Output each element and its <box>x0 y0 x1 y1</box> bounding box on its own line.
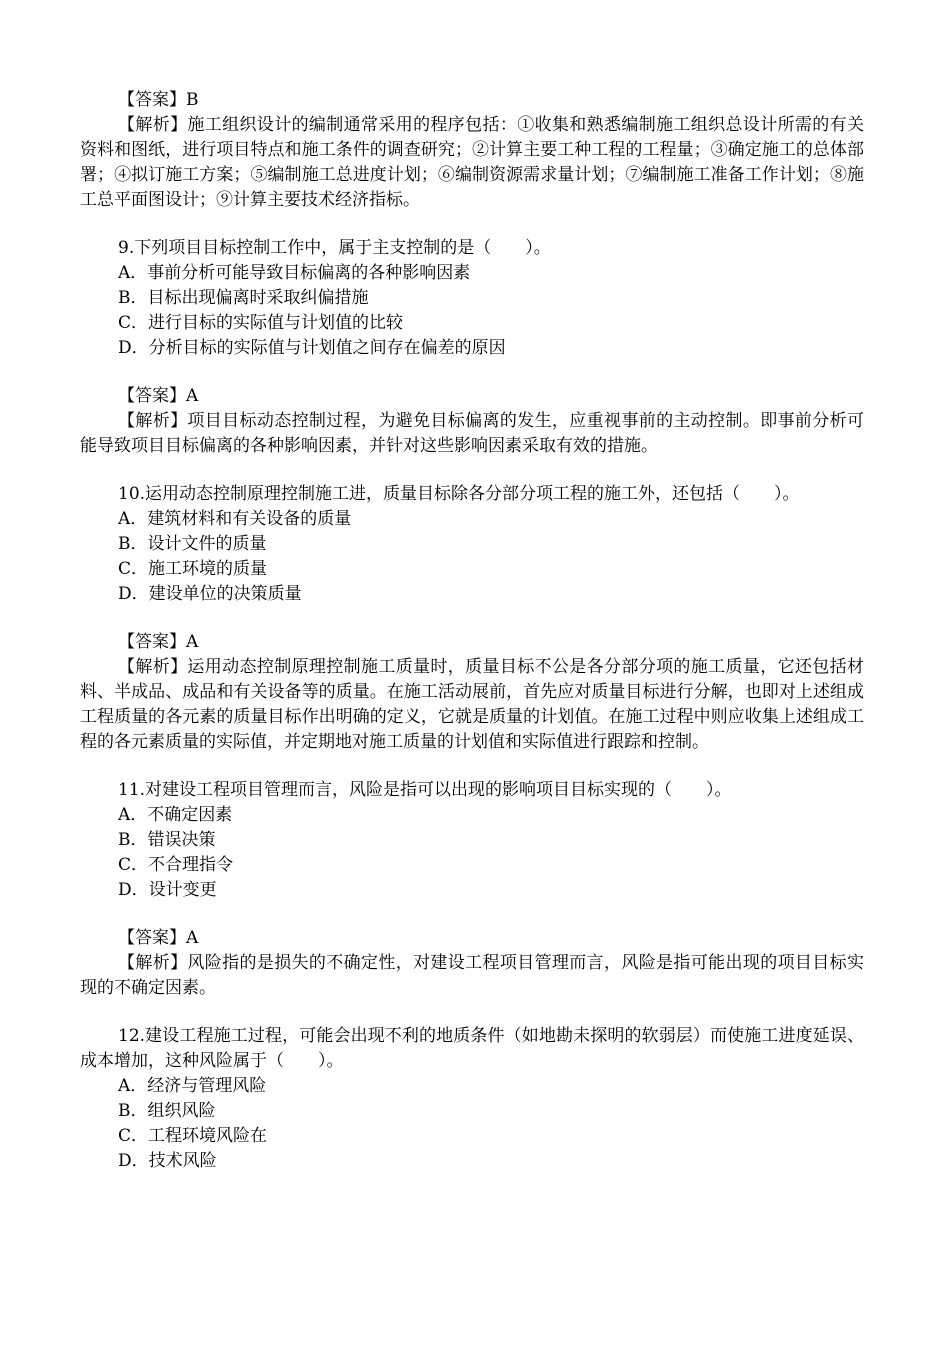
question-12: 12.建设工程施工过程，可能会出现不利的地质条件（如地勘未探明的软弱层）而使施工进度延误、成本增加，这种风险属于（ ）。 <box>80 1026 864 1071</box>
option-d: D．技术风险 <box>118 1151 217 1171</box>
option-c: C．工程环境风险在 <box>118 1126 268 1146</box>
option-d: D．建设单位的决策质量 <box>118 584 302 604</box>
analysis-paragraph: 【解析】运用动态控制原理控制施工质量时，质量目标不公是各分部分项的施工质量，它还包括材料、半成品、成品和有关设备等的质量。在施工活动展前，首先应对质量目标进行分解，也即对上述组成工程质量的各元素的质量目标作出明确的定义，它就是质量的计划值。在施工过程中则应收集上述组成工程的各元素质量的实际值，并定期地对施工质量的计划值和实际值进行跟踪和控制。 <box>80 657 864 752</box>
answer-line: 【答案】A <box>118 632 199 652</box>
analysis-paragraph: 【解析】施工组织设计的编制通常采用的程序包括：①收集和熟悉编制施工组织总设计所需的有关资料和图纸，进行项目特点和施工条件的调查研究；②计算主要工种工程的工程量；③确定施工的总体部署；④拟订施工方案；⑤编制施工总进度计划；⑥编制资源需求量计划；⑦编制施工准备工作计划；⑧施工总平面图设计；⑨计算主要技术经济指标。 <box>80 115 864 210</box>
option-a: A．建筑材料和有关设备的质量 <box>118 509 352 529</box>
option-c: C．进行目标的实际值与计划值的比较 <box>118 313 404 333</box>
answer-line: 【答案】A <box>118 386 199 406</box>
document-page <box>80 88 864 1174</box>
option-a: A．经济与管理风险 <box>118 1076 267 1096</box>
option-c: C．不合理指令 <box>118 855 234 875</box>
option-d: D．设计变更 <box>118 880 217 900</box>
analysis-paragraph: 【解析】风险指的是损失的不确定性，对建设工程项目管理而言，风险是指可能出现的项目目标实现的不确定因素。 <box>80 953 864 998</box>
option-b: B．设计文件的质量 <box>118 534 267 554</box>
question-9: 9.下列项目目标控制工作中，属于主支控制的是（ ）。 <box>118 238 551 258</box>
question-11: 11.对建设工程项目管理而言，风险是指可以出现的影响项目目标实现的（ ）。 <box>118 780 732 800</box>
answer-line: 【答案】A <box>118 928 199 948</box>
option-b: B．目标出现偏离时采取纠偏措施 <box>118 288 369 308</box>
option-c: C．施工环境的质量 <box>118 559 268 579</box>
question-10: 10.运用动态控制原理控制施工进，质量目标除各分部分项工程的施工外，还包括（ ）。 <box>118 484 800 504</box>
option-a: A．不确定因素 <box>118 805 233 825</box>
answer-line: 【答案】B <box>118 90 199 110</box>
option-b: B．错误决策 <box>118 830 216 850</box>
analysis-paragraph: 【解析】项目目标动态控制过程，为避免目标偏离的发生，应重视事前的主动控制。即事前分析可能导致项目目标偏离的各种影响因素，并针对这些影响因素采取有效的措施。 <box>80 411 864 456</box>
option-b: B．组织风险 <box>118 1101 216 1121</box>
option-d: D．分析目标的实际值与计划值之间存在偏差的原因 <box>118 338 506 358</box>
option-a: A．事前分析可能导致目标偏离的各种影响因素 <box>118 263 471 283</box>
